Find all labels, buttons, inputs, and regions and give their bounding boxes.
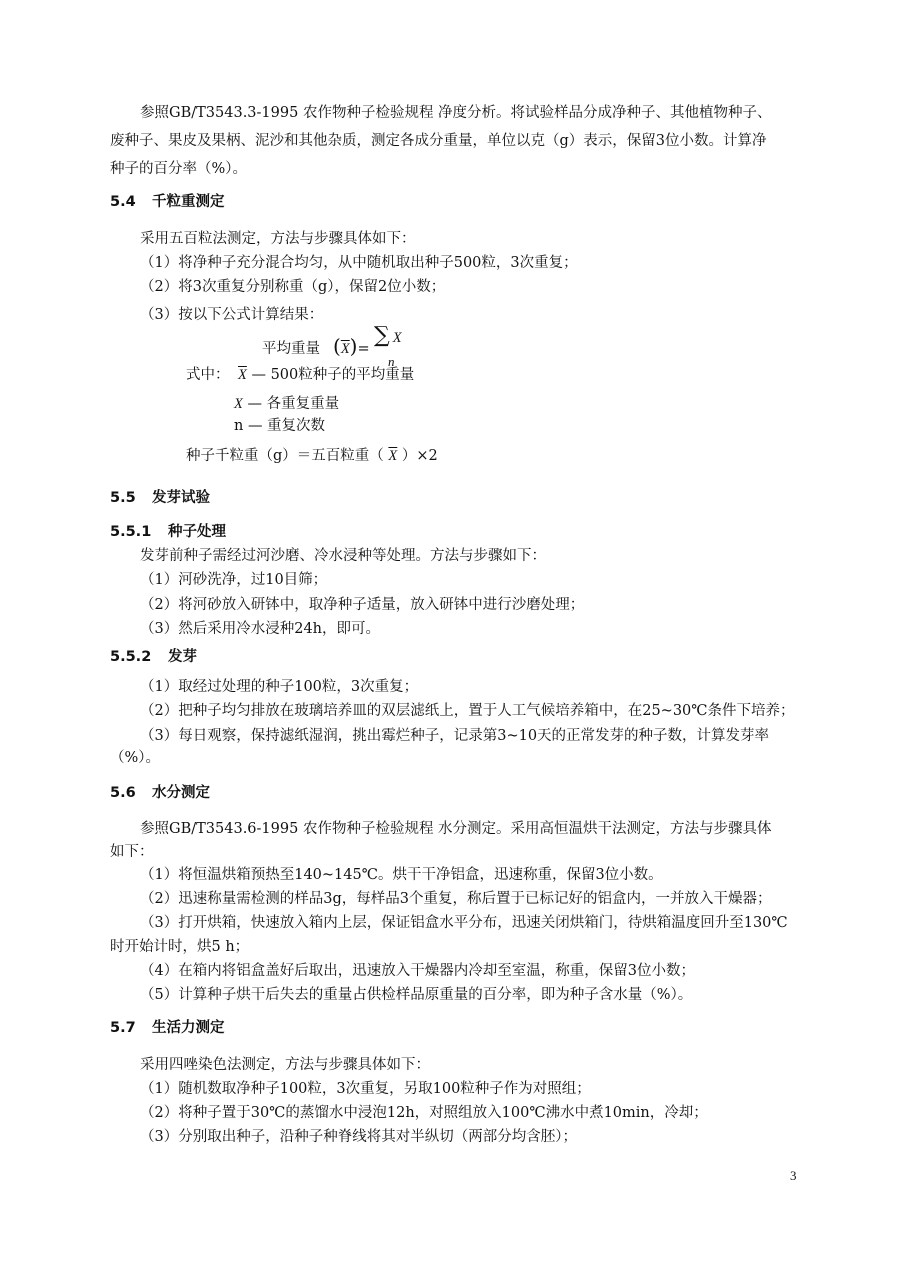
intro-line-3: 种子的百分率（%）。 xyxy=(110,161,248,177)
s56-intro-1: 参照GB/T3543.6-1995 农作物种子检验规程 水分测定。采用高恒温烘干法测定，方法与步骤具体 xyxy=(140,821,772,837)
formula-label: 平均重量 xyxy=(262,341,320,357)
section-5-6-heading xyxy=(110,783,210,803)
s56-intro-2: 如下： xyxy=(110,844,154,860)
section-title: 发芽试验 xyxy=(152,490,210,506)
s552-item-2: （2）把种子均匀排放在玻璃培养皿的双层滤纸上，置于人工气候培养箱中，在25~30℃条件下培养； xyxy=(140,703,795,719)
section-number: 5.5.2 xyxy=(110,649,152,665)
formula-numerator: ∑ X xyxy=(374,323,402,348)
formula-thousand-grain: 种子千粒重（g）＝五百粒重（ $\overline{X}$ ）×2 xyxy=(186,448,438,464)
section-title: 发芽 xyxy=(168,649,197,665)
s57-item-3: （3）分别取出种子，沿种子种脊线将其对半纵切（两部分均含胚）； xyxy=(140,1129,577,1145)
s57-item-1: （1）随机数取净种子100粒，3次重复，另取100粒种子作为对照组； xyxy=(140,1081,591,1097)
section-5-5-heading xyxy=(110,488,210,508)
s57-intro: 采用四唑染色法测定，方法与步骤具体如下： xyxy=(140,1057,430,1073)
section-title: 千粒重测定 xyxy=(152,194,225,210)
section-title: 水分测定 xyxy=(152,785,210,801)
formula-def-2: X — 各重复重量 xyxy=(234,396,340,412)
formula-denominator: n xyxy=(388,354,395,369)
section-number: 5.6 xyxy=(110,785,136,801)
s54-item-1: （1）将净种子充分混合均匀，从中随机取出种子500粒，3次重复； xyxy=(140,255,578,271)
s56-item-4: （4）在箱内将铝盒盖好后取出，迅速放入干燥器内冷却至室温，称重，保留3位小数； xyxy=(140,963,695,979)
section-number: 5.5.1 xyxy=(110,524,152,540)
section-title: 生活力测定 xyxy=(152,1020,225,1036)
s56-item-2: （2）迅速称量需检测的样品3g，每样品3个重复，称后置于已标记好的铝盒内，一并放入干燥器； xyxy=(140,891,772,907)
s54-item-2: （2）将3次重复分别称重（g），保留2位小数； xyxy=(140,279,446,295)
s551-intro: 发芽前种子需经过河沙磨、冷水浸种等处理。方法与步骤如下： xyxy=(140,548,546,564)
s552-item-3: （3）每日观察，保持滤纸湿润，挑出霉烂种子，记录第3~10天的正常发芽的种子数，计算发芽率 xyxy=(140,728,770,744)
s54-item-3: （3）按以下公式计算结果： xyxy=(140,307,324,323)
section-5-4-heading xyxy=(110,192,225,212)
s551-item-3: （3）然后采用冷水浸种24h，即可。 xyxy=(140,621,381,637)
intro-line-2: 废种子、果皮及果柄、泥沙和其他杂质，测定各成分重量，单位以克（g）表示，保留3位小数。计算净 xyxy=(110,133,767,149)
s57-item-2: （2）将种子置于30℃的蒸馏水中浸泡12h，对照组放入100℃沸水中煮10min，冷却； xyxy=(140,1105,708,1121)
section-5-5-2-heading xyxy=(110,647,197,667)
intro-line-1: 参照GB/T3543.3-1995 农作物种子检验规程 净度分析。将试验样品分成净种子、其他植物种子、 xyxy=(140,105,772,121)
s56-item-3-cont: 时开始计时，烘5 h； xyxy=(110,939,250,955)
section-number: 5.7 xyxy=(110,1020,136,1036)
s551-item-2: （2）将河砂放入研钵中，取净种子适量，放入研钵中进行沙磨处理； xyxy=(140,597,585,613)
page-number: 3 xyxy=(790,1168,797,1183)
section-number: 5.4 xyxy=(110,194,136,210)
s552-item-1: （1）取经过处理的种子100粒，3次重复； xyxy=(140,679,419,695)
section-number: 5.5 xyxy=(110,490,136,506)
s551-item-1: （1）河砂洗净，过10目筛； xyxy=(140,572,328,588)
section-5-5-1-heading xyxy=(110,522,226,542)
s552-item-3-cont: （%）。 xyxy=(110,750,161,766)
formula-def-3: n — 重复次数 xyxy=(234,418,326,434)
section-title: 种子处理 xyxy=(168,524,226,540)
s56-item-1: （1）将恒温烘箱预热至140~145℃。烘干干净铝盒，迅速称重，保留3位小数。 xyxy=(140,867,663,883)
formula-xbar: $(\overline{X})=$ xyxy=(333,334,370,358)
section-5-7-heading xyxy=(110,1018,225,1038)
s56-item-3: （3）打开烘箱，快速放入箱内上层，保证铝盒水平分布，迅速关闭烘箱门，待烘箱温度回升至130℃ xyxy=(140,915,788,931)
s56-item-5: （5）计算种子烘干后失去的重量占供检样品原重量的百分率，即为种子含水量（%）。 xyxy=(140,987,693,1003)
formula-def-1: $\overline{X}$ — 500粒种子的平均重量 xyxy=(238,367,415,383)
formula-where: 式中： xyxy=(186,367,230,383)
s54-intro: 采用五百粒法测定，方法与步骤具体如下： xyxy=(140,231,416,247)
